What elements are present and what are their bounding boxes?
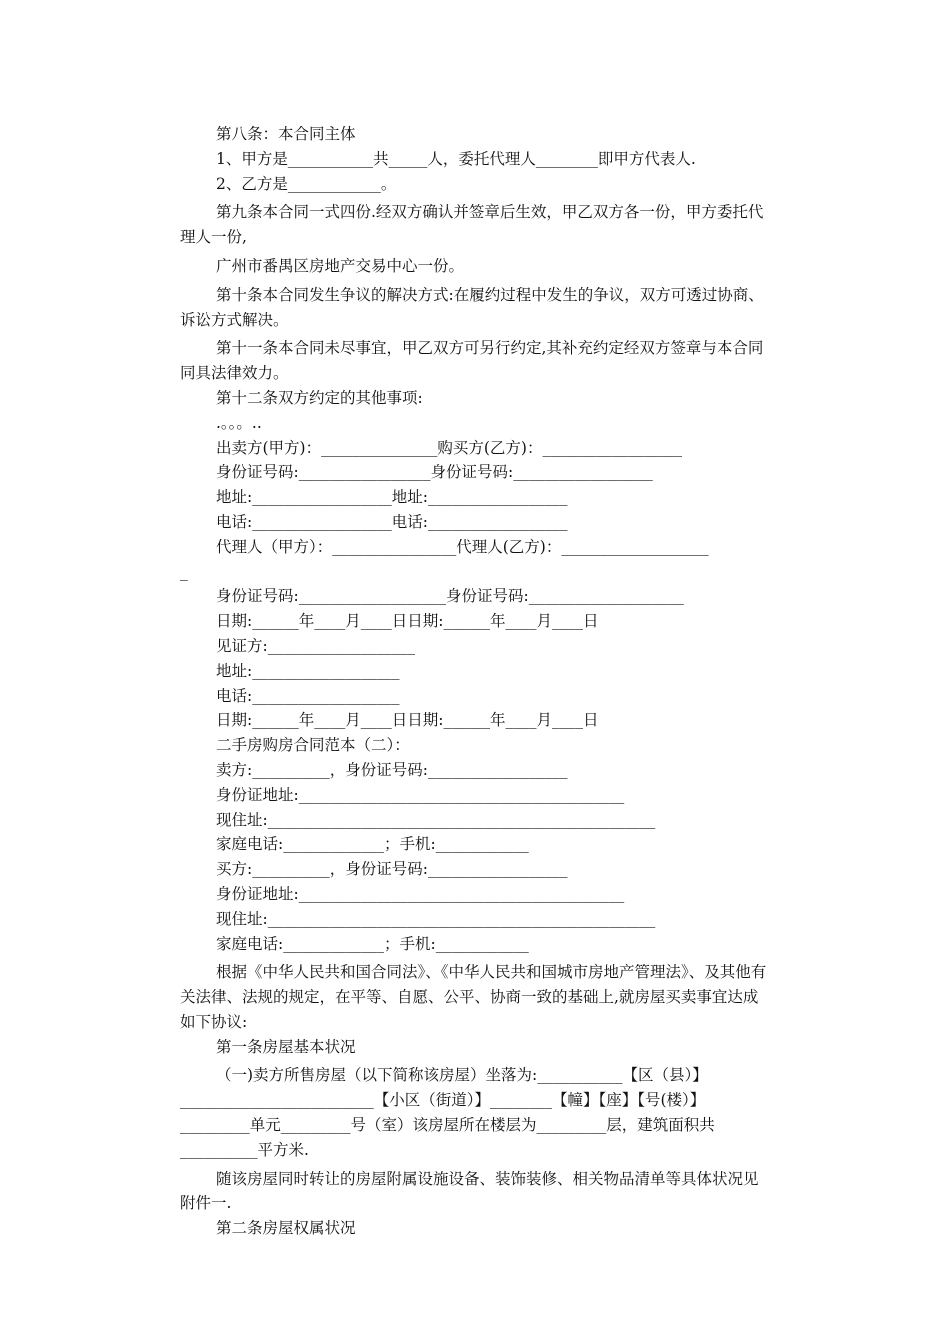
article-8-heading: 第八条：本合同主体 xyxy=(216,125,356,143)
witness-line: 见证方:___________________ xyxy=(216,636,415,655)
attachments-paragraph: 随该房屋同时转让的房屋附属设施设备、装饰装修、相关物品清单等具体状况见附件一. xyxy=(180,1169,759,1213)
article-11-paragraph: 第十一条本合同未尽事宜，甲乙双方可另行约定,其补充约定经双方签章与本合同同具法律效力。 xyxy=(180,339,764,383)
party-a-line: 1、甲方是___________共_____人，委托代理人________即甲方代表人. xyxy=(216,149,696,168)
article-1-heading: 第一条房屋基本状况 xyxy=(216,1037,356,1056)
agent-line-overflow: _ xyxy=(180,562,188,581)
date-line: 日期:______年____月____日日期:______年____月____日 xyxy=(216,612,599,631)
legal-basis-paragraph: 根据《中华人民共和国合同法》、《中华人民共和国城市房地产管理法》、及其他有关法律、法规的规定，在平等、自愿、公平、协商一致的基础上,就房屋买卖事宜达成如下协议: xyxy=(180,963,767,1031)
agent-line: 代理人（甲方）：________________代理人(乙方)：___________________ xyxy=(216,537,709,556)
phone-line: 电话:__________________电话:__________________ xyxy=(216,512,568,531)
id-number-line: 身份证号码:_________________身份证号码:__________________ xyxy=(216,463,653,482)
witness-date-line: 日期:______年____月____日日期:______年____月____日 xyxy=(216,711,599,730)
buyer-current-address-line: 现住址:__________________________________________________ xyxy=(216,909,656,928)
property-location-paragraph: （一)卖方所售房屋（以下简称该房屋）坐落为:___________【区（县）】_________________________【小区（街道）】________【幢】【座】【号(楼）】_________单元_________号（室）该房屋所在楼层为_________层，建筑面积共__________平方米. xyxy=(180,1066,715,1159)
seller-line: 卖方:__________，身份证号码:__________________ xyxy=(216,760,568,779)
party-b-line: 2、乙方是____________。 xyxy=(216,174,397,193)
contract-page xyxy=(180,122,772,1241)
buyer-id-address-line: 身份证地址:__________________________________________ xyxy=(216,884,625,903)
agent-id-number-line: 身份证号码:___________________身份证号码:____________________ xyxy=(216,587,684,606)
seller-phone-line: 家庭电话:_____________；手机:____________ xyxy=(216,835,529,854)
address-line: 地址:__________________地址:__________________ xyxy=(216,488,568,507)
article-9-paragraph: 第九条本合同一式四份.经双方确认并签章后生效，甲乙双方各一份，甲方委托代理人一份, xyxy=(180,203,764,247)
buyer-line: 买方:__________，身份证号码:__________________ xyxy=(216,860,568,879)
buyer-phone-line: 家庭电话:_____________；手机:____________ xyxy=(216,934,529,953)
witness-address-line: 地址:___________________ xyxy=(216,661,400,680)
seller-buyer-line: 出卖方(甲方)：_______________购买方(乙方)：__________________ xyxy=(216,438,682,457)
article-9-continuation: 广州市番禺区房地产交易中心一份。 xyxy=(216,256,465,275)
seller-id-address-line: 身份证地址:__________________________________________ xyxy=(216,785,625,804)
ellipsis-line: .。。。.. xyxy=(216,413,262,432)
article-10-paragraph: 第十条本合同发生争议的解决方式:在履约过程中发生的争议，双方可透过协商、诉讼方式解决。 xyxy=(180,285,764,329)
seller-current-address-line: 现住址:__________________________________________________ xyxy=(216,810,656,829)
witness-phone-line: 电话:___________________ xyxy=(216,686,400,705)
article-12-heading: 第十二条双方约定的其他事项: xyxy=(216,388,423,407)
article-2-heading: 第二条房屋权属状况 xyxy=(216,1219,356,1238)
contract-template-title: 二手房购房合同范本（二）： xyxy=(216,736,410,755)
